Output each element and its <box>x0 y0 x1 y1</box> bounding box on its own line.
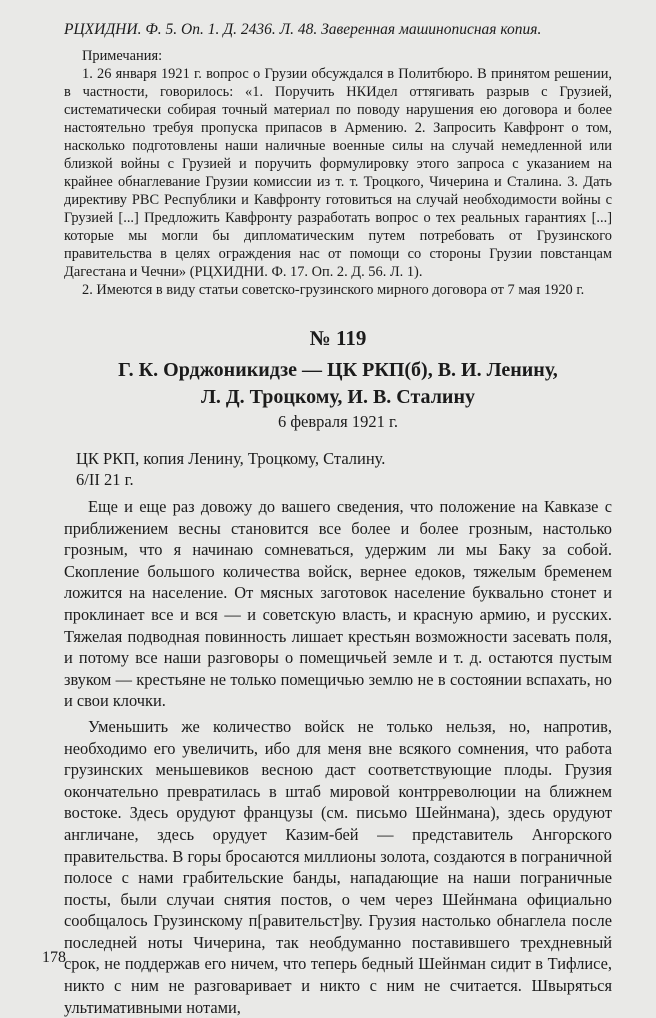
letter-body <box>64 496 612 1018</box>
addressee-line: ЦК РКП, копия Ленину, Троцкому, Сталину. <box>76 449 386 468</box>
document-date: 6 февраля 1921 г. <box>277 412 398 431</box>
page-number: 178 <box>42 949 66 966</box>
paragraph-2: Уменьшить же количество войск не только нельзя, но, напротив, необходимо его увеличить, ибо для меня вне всякого сомнения, что работа грузинских меньшевиков весною даст соответствующие плоды. Грузия окончательно превратилась в штаб мировой контрреволюции на ближнем востоке. Здесь орудуют французы (см. письмо Шейнмана), здесь орудуют англичане, здесь орудует Казим-бей — представитель Ангорского правительства. В горы бросаются миллионы золота, создаются в пограничной полосе с нами грабительские банды, нападающие на наши пограничные посты, были случаи снятия постов, о чем через Шейнмана официально сообщалось Грузинскому п[равительст]ву. Грузия настолько обнаглела после последней ноты Чичерина, так необдуманно поставившего трехдневный срок, не поддержав его ничем, что теперь бедный Шейнман сидит в Тифлисе, никто с ним не разговаривает и никто с ним не считается. Швыряться ультимативными нотами, <box>64 716 612 1017</box>
document-number: № 119 <box>309 326 367 350</box>
archive-reference: РЦХИДНИ. Ф. 5. Оп. 1. Д. 2436. Л. 48. Заверенная машинописная копия. <box>64 21 542 38</box>
short-date: 6/II 21 г. <box>76 470 134 489</box>
notes-heading: Примечания: <box>82 48 163 64</box>
note-1: 1. 26 января 1921 г. вопрос о Грузии обсуждался в Политбюро. В принятом решении, в частности, говорилось: «1. Поручить НКИдел оттягивать разрыв с Грузией, систематически собирая точный материал по поводу нарушения ею договора и более настоятельно требуя пропуска припасов в Армению. 2. Запросить Кавфронт о том, насколько подготовлены наши наличные военные силы на случай немедленной или близкой войны с Грузией и поручить формулировку этого запроса с указанием на крайнее обнаглевание Грузии комиссии из т. т. Троцкого, Чичерина и Сталина. 3. Дать директиву РВС Республики и Кавфронту готовиться на случай необходимости войны с Грузией [...] Предложить Кавфронту разработать вопрос о тех реальных гарантиях [...] которые мы могли бы дипломатическим путем потребовать от Грузинского правительства в целях ограждения нас от помощи со стороны Грузии повстанцам Дагестана и Чечни» (РЦХИДНИ. Ф. 17. Оп. 2. Д. 56. Л. 1). <box>64 66 612 280</box>
document-title-line-2: Л. Д. Троцкому, И. В. Сталину <box>201 386 475 408</box>
document-title-line-1: Г. К. Орджоникидзе — ЦК РКП(б), В. И. Ленину, <box>118 359 558 381</box>
note-2: 2. Имеются в виду статьи советско-грузинского мирного договора от 7 мая 1920 г. <box>82 282 585 298</box>
paragraph-1: Еще и еще раз довожу до вашего сведения, что положение на Кавказе с приближением весны становится все более и более грозным, настолько грозным, что я начинаю сомневаться, удержим ли мы Баку за собой. Скопление большого количества войск, вернее едоков, тяжелым бременем ложится на население. От мясных заготовок население буквально стонет и проклинает все и вся — и советскую власть, и красную армию, и русских. Тяжелая подводная повинность лишает крестьян возможности засевать поля, и потому все наши разговоры о помещичьей земле и т. д. остаются пустым звуком — крестьяне не только помещичью землю не в состоянии вспахать, но и свои клочки. <box>64 497 612 711</box>
notes-section <box>64 47 612 299</box>
